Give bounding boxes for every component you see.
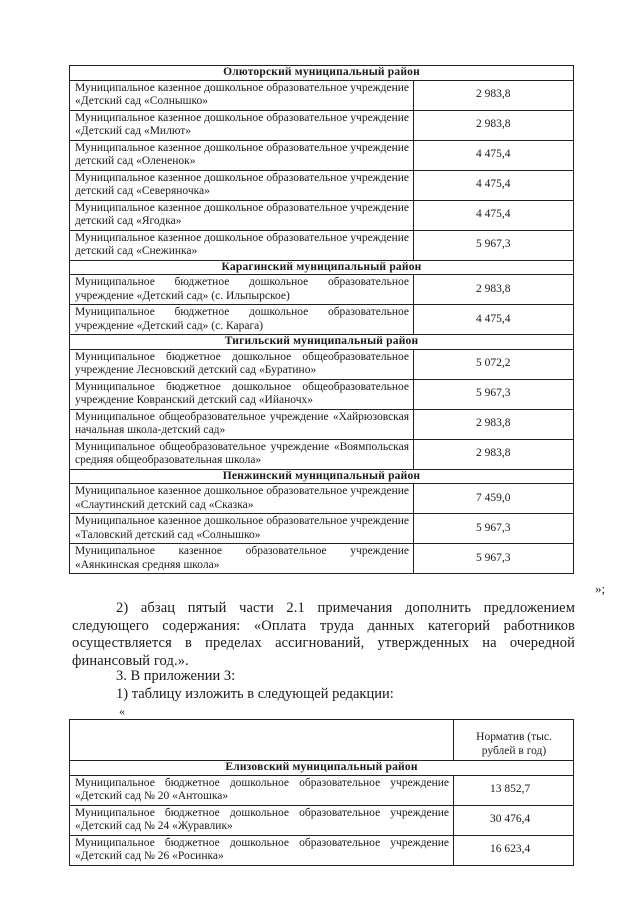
institution-name: Муниципальное бюджетное дошкольное образовательное учреждение «Детский сад» (с. Ильпырское) [70,275,414,305]
norms-table-continued [69,65,574,574]
table-row [70,439,574,469]
norm-value: 16 623,4 [454,835,574,865]
norm-value: 13 852,7 [454,775,574,805]
norm-value: 2 983,8 [414,409,574,439]
norm-value: 2 983,8 [414,80,574,110]
institution-name: Муниципальное казенное дошкольное образовательное учреждение «Детский сад «Милют» [70,110,414,140]
norm-value: 5 967,3 [414,514,574,544]
institution-name: Муниципальное казенное дошкольное образовательное учреждение детский сад «Ягодка» [70,200,414,230]
institution-name: Муниципальное казенное дошкольное образовательное учреждение «Детский сад «Солнышко» [70,80,414,110]
closing-quote: »; [595,581,606,596]
institution-name: Муниципальное общеобразовательное учреждение «Воямпольская средняя общеобразовательная школа» [70,439,414,469]
table-row [70,200,574,230]
institution-name: Муниципальное казенное дошкольное образовательное учреждение детский сад «Снежинка» [70,230,414,260]
table-header-row [70,720,574,761]
norm-value: 5 967,3 [414,544,574,574]
institution-name: Муниципальное общеобразовательное учреждение «Хайрюзовская начальная школа-детский сад» [70,409,414,439]
region-header-row [70,335,574,350]
institution-name: Муниципальное бюджетное дошкольное образовательное учреждение «Детский сад № 20 «Антошка» [70,775,454,805]
opening-quote: « [119,704,125,718]
institution-name: Муниципальное бюджетное дошкольное общеобразовательное учреждение Ковранский детский сад «Ийаночх» [70,379,414,409]
table-row [70,775,574,805]
table-row [70,835,574,865]
table-row [70,379,574,409]
region-header-row [70,761,574,776]
institution-name: Муниципальное казенное дошкольное образовательное учреждение детский сад «Олененок» [70,140,414,170]
region-header-row [70,66,574,81]
table-row [70,275,574,305]
region-name: Олюторский муниципальный район [70,66,574,81]
norms-table-new [69,719,574,866]
institution-name: Муниципальное казенное дошкольное образовательное учреждение детский сад «Северяночка» [70,170,414,200]
norm-value: 30 476,4 [454,805,574,835]
region-header-row [70,469,574,484]
norm-value: 2 983,8 [414,439,574,469]
table-row [70,230,574,260]
table-row [70,305,574,335]
norm-value: 5 967,3 [414,379,574,409]
table-row [70,544,574,574]
table-row [70,409,574,439]
header-norm-cell: Норматив (тыс. рублей в год) [454,720,574,761]
institution-name: Муниципальное казенное дошкольное образовательное учреждение «Таловский детский сад «Солнышко» [70,514,414,544]
table-row [70,349,574,379]
table-row [70,140,574,170]
norm-value: 7 459,0 [414,484,574,514]
header-name-cell [70,720,454,761]
region-name: Тигильский муниципальный район [70,335,574,350]
table-instruction: 1) таблицу изложить в следующей редакции: [116,686,394,702]
norm-value: 4 475,4 [414,200,574,230]
norm-value: 2 983,8 [414,275,574,305]
institution-name: Муниципальное казенное дошкольное образовательное учреждение «Слаутинский детский сад «Сказка» [70,484,414,514]
table-row [70,514,574,544]
institution-name: Муниципальное бюджетное дошкольное образовательное учреждение «Детский сад № 24 «Журавлик» [70,805,454,835]
norm-value: 4 475,4 [414,305,574,335]
institution-name: Муниципальное бюджетное дошкольное общеобразовательное учреждение Лесновский детский сад «Буратино» [70,349,414,379]
norm-value: 5 967,3 [414,230,574,260]
region-name: Пенжинский муниципальный район [70,469,574,484]
institution-name: Муниципальное бюджетное дошкольное образовательное учреждение «Детский сад» (с. Карага) [70,305,414,335]
table-row [70,484,574,514]
region-name: Карагинский муниципальный район [70,260,574,275]
norm-value: 2 983,8 [414,110,574,140]
region-name: Елизовский муниципальный район [70,761,574,776]
table-row [70,170,574,200]
norm-value: 5 072,2 [414,349,574,379]
table-row [70,805,574,835]
table-row [70,110,574,140]
region-header-row [70,260,574,275]
institution-name: Муниципальное казенное образовательное учреждение «Аянкинская средняя школа» [70,544,414,574]
appendix-heading: 3. В приложении 3: [116,668,236,684]
norm-value: 4 475,4 [414,170,574,200]
amendment-paragraph: 2) абзац пятый части 2.1 примечания дополнить предложением следующего содержания: «Оплата труда данных категорий работников осуществляется в пределах ассигнований, утвержденных на очередной финансовый год.». [72,600,575,669]
norm-value: 4 475,4 [414,140,574,170]
institution-name: Муниципальное бюджетное дошкольное образовательное учреждение «Детский сад № 26 «Росинка» [70,835,454,865]
table-row [70,80,574,110]
